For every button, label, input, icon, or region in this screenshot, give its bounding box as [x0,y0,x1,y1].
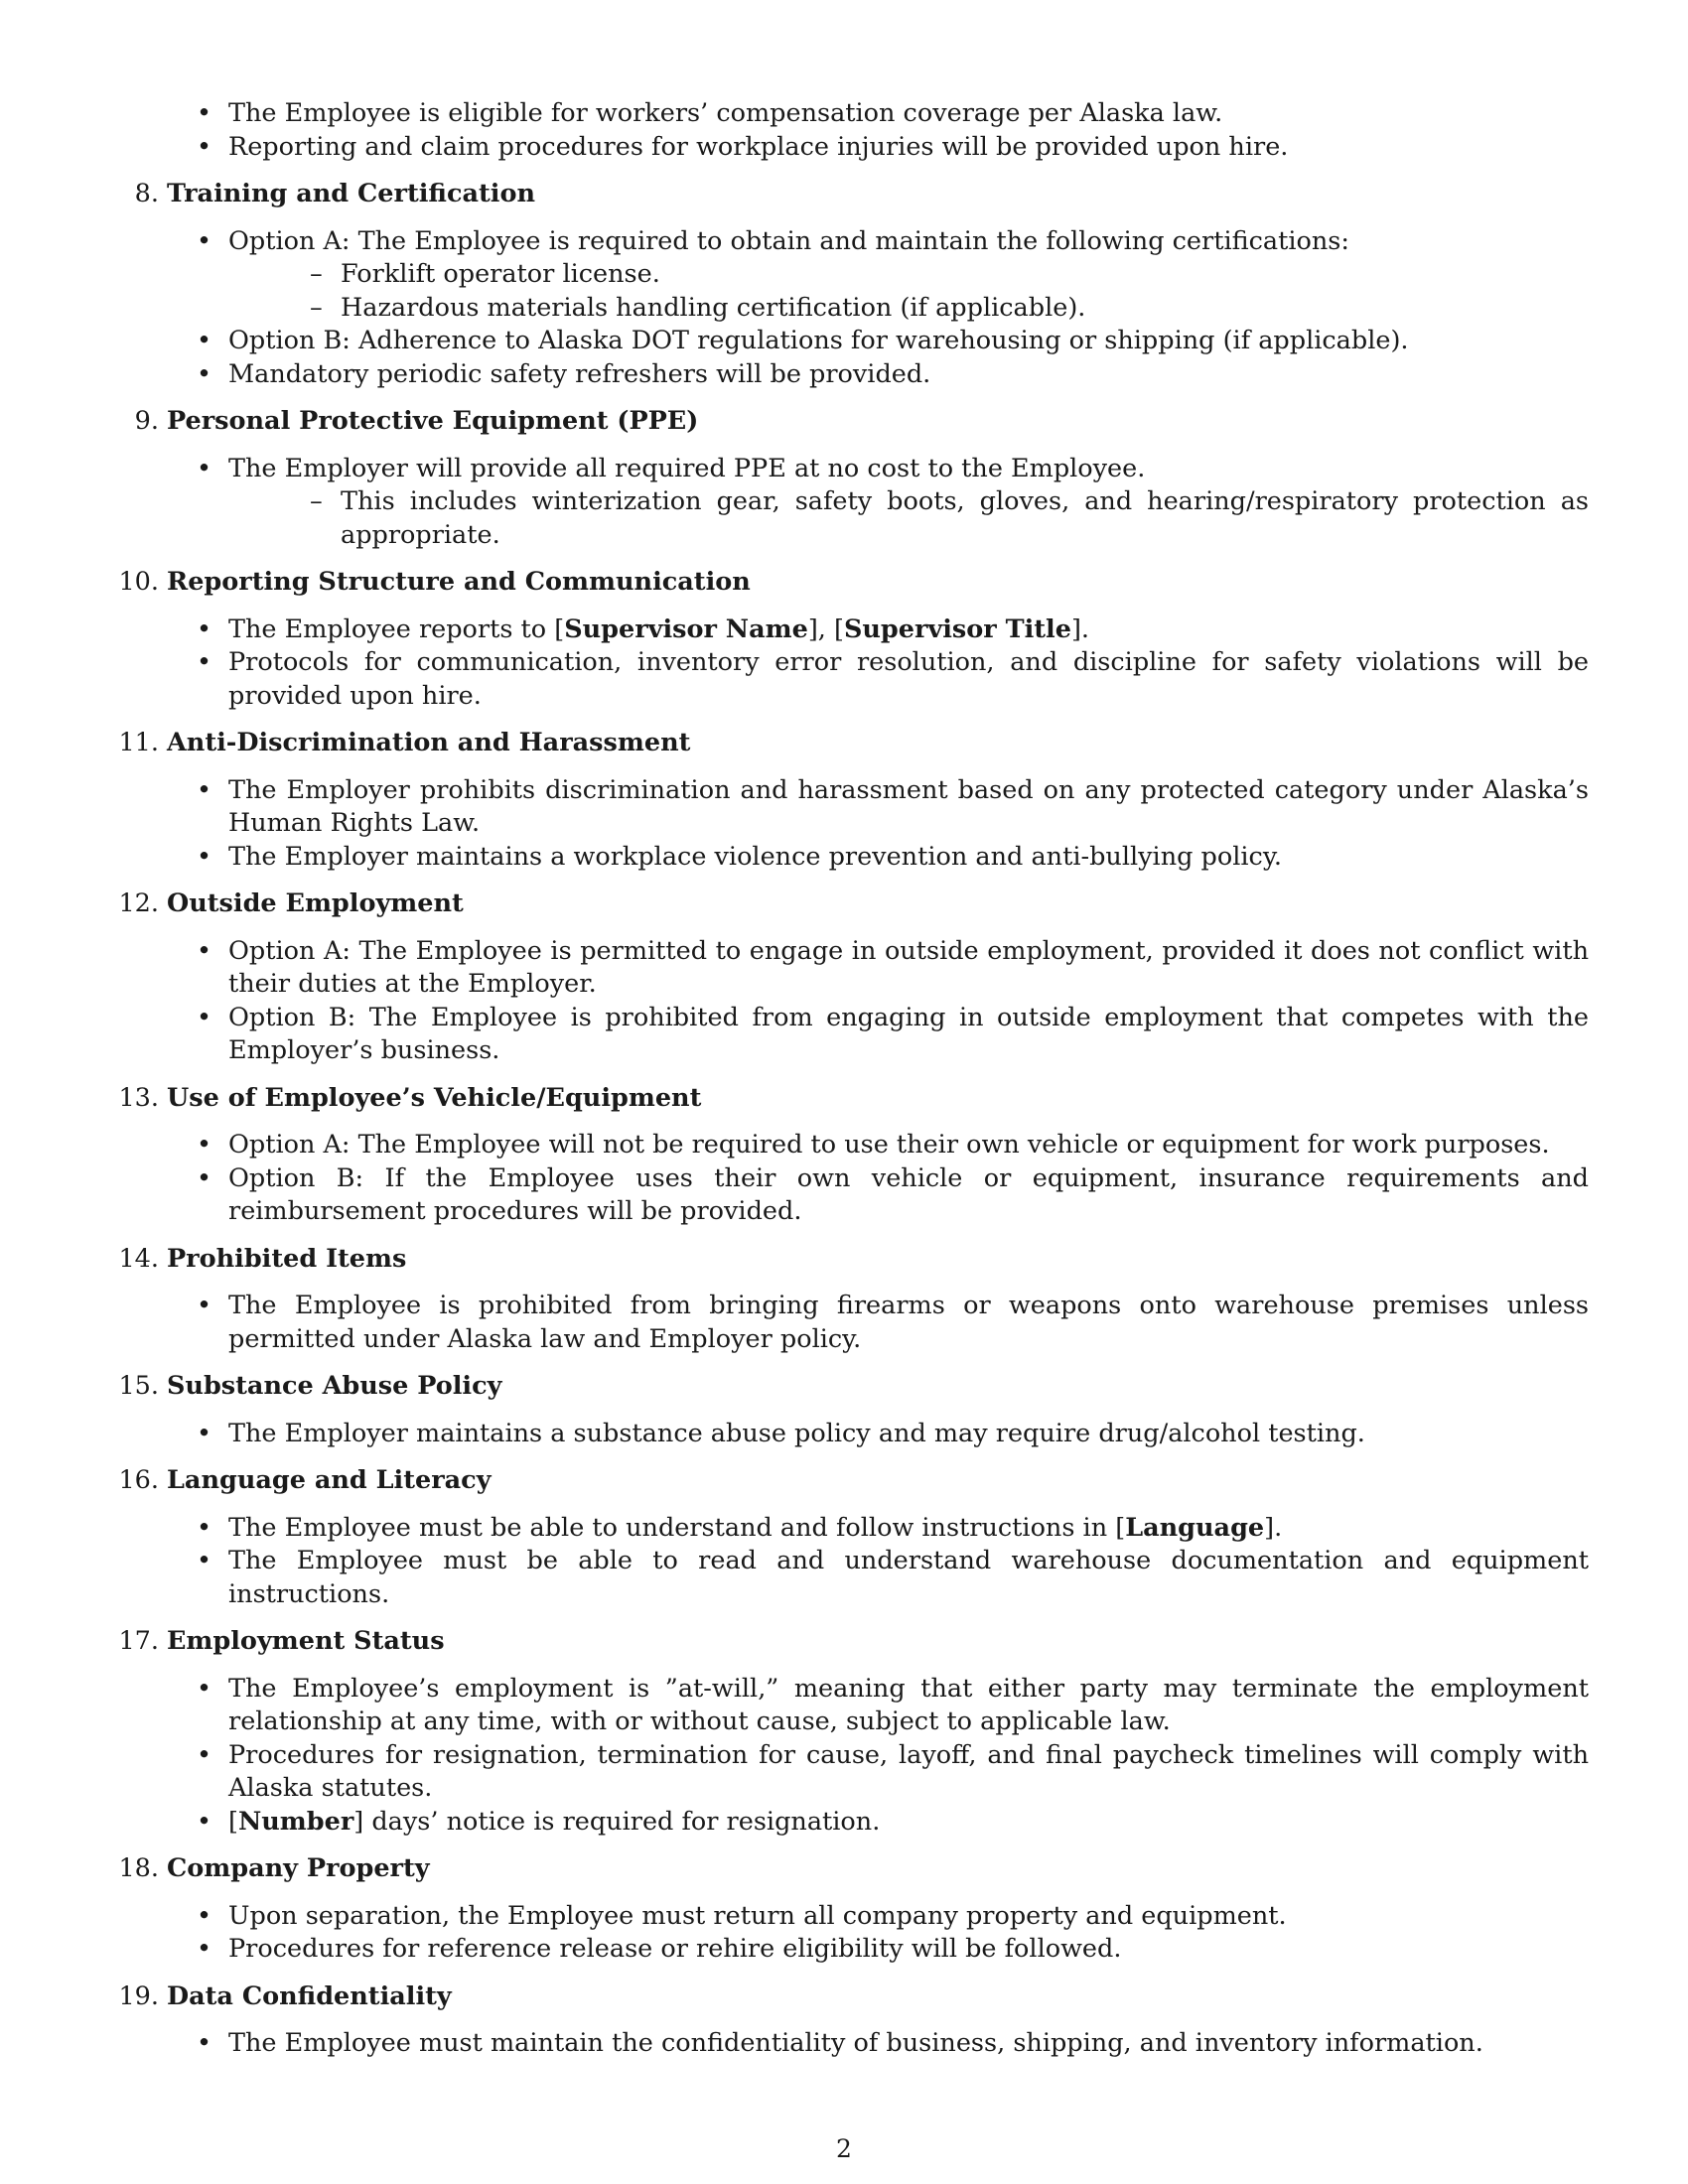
section-13 [118,1082,1589,1229]
section-heading [118,1243,1589,1277]
section-15 [118,1370,1589,1450]
section-number: 19. [118,1980,159,2011]
section-number: 13. [118,1082,159,1113]
sub-bullet-item [228,258,1589,292]
section-title: Reporting Structure and Communication [167,567,751,597]
bullet-text: The Employer maintains a substance abuse policy and may require drug/alcohol testing. [228,1418,1365,1448]
section-heading [118,1980,1589,2014]
section-heading [118,727,1589,760]
text-run: [ [228,1806,238,1837]
bullet-text: Procedures for resignation, termination for cause, layoff, and final paycheck timelines will comply with Alaska statutes. [228,1739,1589,1803]
bullet-text: The Employee’s employment is ”at-will,” meaning that either party may terminate the employment relationship at any time, with or without cause, subject to applicable law. [228,1673,1589,1736]
bullet-text: The Employee must maintain the confidentiality of business, shipping, and inventory information. [228,2028,1483,2058]
bullet-item [167,1900,1589,1934]
bullet-list [167,453,1589,553]
section-number: 9. [134,406,159,436]
section-title: Outside Employment [167,888,464,918]
document-body [118,97,1589,2061]
bullet-item [167,1739,1589,1806]
bullet-text: Option B: If the Employee uses their own vehicle or equipment, insurance requirements and reimbursement procedures will be provided. [228,1162,1589,1226]
bullet-text: Procedures for reference release or rehire eligibility will be followed. [228,1934,1122,1964]
text-run: ]. [1070,614,1090,644]
section-heading [134,405,1589,439]
section-heading [134,178,1589,211]
sub-bullet-text: This includes winterization gear, safety boots, gloves, and hearing/respiratory protection as appropriate. [341,486,1589,550]
section-heading [118,1852,1589,1886]
placeholder-field: Supervisor Title [843,614,1071,644]
section-8 [134,178,1589,391]
bullet-list [167,1900,1589,1967]
bullet-text: The Employer prohibits discrimination and harassment based on any protected category under Alaska’s Human Rights Law. [228,774,1589,838]
text-run: ], [ [807,614,844,644]
section-12 [118,887,1589,1068]
bullet-item [167,935,1589,1002]
bullet-item [167,1806,1589,1840]
bullet-list [167,2027,1589,2061]
section-16 [118,1464,1589,1611]
bullet-list [167,1418,1589,1451]
bullet-text: Option B: Adherence to Alaska DOT regulations for warehousing or shipping (if applicable). [228,326,1409,355]
bullet-list [167,1512,1589,1612]
bullet-item [167,453,1589,553]
section-number: 17. [118,1626,159,1656]
bullet-text: The Employer maintains a workplace violence prevention and anti-bullying policy. [228,841,1282,872]
carryover-bullet-list [167,97,1589,164]
section-title: Data Confidentiality [167,1980,452,2011]
bullet-item [167,325,1589,358]
placeholder-field: Number [237,1806,354,1837]
bullet-item [167,97,1589,131]
section-title: Employment Status [167,1626,445,1656]
bullet-list [167,774,1589,875]
placeholder-field: Language [1125,1512,1265,1543]
bullet-list [167,1129,1589,1229]
section-heading [118,1464,1589,1498]
section-17 [118,1625,1589,1839]
section-19 [118,1980,1589,2061]
section-14 [118,1243,1589,1357]
section-title: Use of Employee’s Vehicle/Equipment [167,1082,702,1113]
sub-bullet-item [228,292,1589,326]
section-number: 12. [118,888,159,918]
sub-bullet-text: Forklift operator license. [341,259,660,289]
bullet-text: The Employee is prohibited from bringing firearms or weapons onto warehouse premises unless permitted under Alaska law and Employer policy. [228,1291,1589,1354]
bullet-text: Reporting and claim procedures for workplace injuries will be provided upon hire. [228,131,1289,162]
section-heading [118,566,1589,600]
bullet-text: The Employee is eligible for workers’ compensation coverage per Alaska law. [228,98,1223,128]
section-title: Substance Abuse Policy [167,1371,502,1401]
bullet-item [167,131,1589,165]
sub-bullet-text: Hazardous materials handling certification (if applicable). [341,292,1086,323]
bullet-item [167,225,1589,326]
bullet-item [167,841,1589,875]
text-run: The Employee reports to [ [228,614,565,644]
bullet-item [167,1162,1589,1229]
section-heading [118,1625,1589,1659]
bullet-text: Option A: The Employee is required to obtain and maintain the following certifications: [228,225,1349,256]
bullet-item [167,1933,1589,1967]
text-run: The Employee must be able to understand and follow instructions in [ [228,1512,1126,1543]
section-9 [134,405,1589,552]
bullet-text: Option B: The Employee is prohibited from engaging in outside employment that competes with the Employer’s business. [228,1002,1589,1065]
page-number: 2 [836,2134,852,2163]
section-11 [118,727,1589,874]
sub-bullet-list [228,258,1589,325]
section-title: Training and Certification [167,179,536,208]
bullet-list [167,614,1589,714]
section-18 [118,1852,1589,1967]
placeholder-field: Supervisor Name [564,614,808,644]
bullet-item [167,646,1589,713]
section-title: Prohibited Items [167,1243,407,1274]
bullet-text: Option A: The Employee will not be required to use their own vehicle or equipment for work purposes. [228,1130,1550,1160]
bullet-item [167,1545,1589,1611]
text-run: ] days’ notice is required for resignation. [353,1806,881,1837]
section-number: 10. [118,567,159,597]
section-number: 8. [134,179,159,208]
bullet-item [167,1512,1589,1546]
bullet-text: Protocols for communication, inventory error resolution, and discipline for safety violations will be provided upon hire. [228,647,1589,711]
bullet-list [167,1290,1589,1356]
bullet-item [167,1673,1589,1739]
text-run: ]. [1264,1512,1283,1543]
section-heading [118,1082,1589,1116]
bullet-item [167,1002,1589,1068]
bullet-text: Option A: The Employee is permitted to engage in outside employment, provided it does not conflict with their duties at the Employer. [228,935,1589,999]
section-number: 16. [118,1465,159,1495]
bullet-item [167,1418,1589,1451]
bullet-item [167,358,1589,392]
bullet-list [167,935,1589,1068]
section-title: Anti-Discrimination and Harassment [167,728,691,757]
bullet-item [167,2027,1589,2061]
section-heading [118,1370,1589,1404]
bullet-item [167,1290,1589,1356]
sub-bullet-item [228,485,1589,552]
bullet-text: The Employee must be able to read and understand warehouse documentation and equipment instructions. [228,1546,1589,1609]
bullet-item [167,774,1589,841]
bullet-list [167,1673,1589,1840]
section-number: 11. [118,728,159,757]
section-title: Company Property [167,1853,430,1883]
section-number: 15. [118,1371,159,1401]
bullet-text: Mandatory periodic safety refreshers will be provided. [228,358,931,389]
section-number: 14. [118,1243,159,1274]
bullet-list [167,225,1589,392]
sub-bullet-list [228,485,1589,552]
section-title: Language and Literacy [167,1465,492,1495]
bullet-item [167,614,1589,647]
section-number: 18. [118,1853,159,1883]
bullet-text: The Employer will provide all required PPE at no cost to the Employee. [228,453,1146,483]
section-10 [118,566,1589,713]
bullet-item [167,1129,1589,1162]
bullet-text: Upon separation, the Employee must return all company property and equipment. [228,1900,1287,1931]
section-heading [118,887,1589,921]
section-title: Personal Protective Equipment (PPE) [167,406,699,436]
